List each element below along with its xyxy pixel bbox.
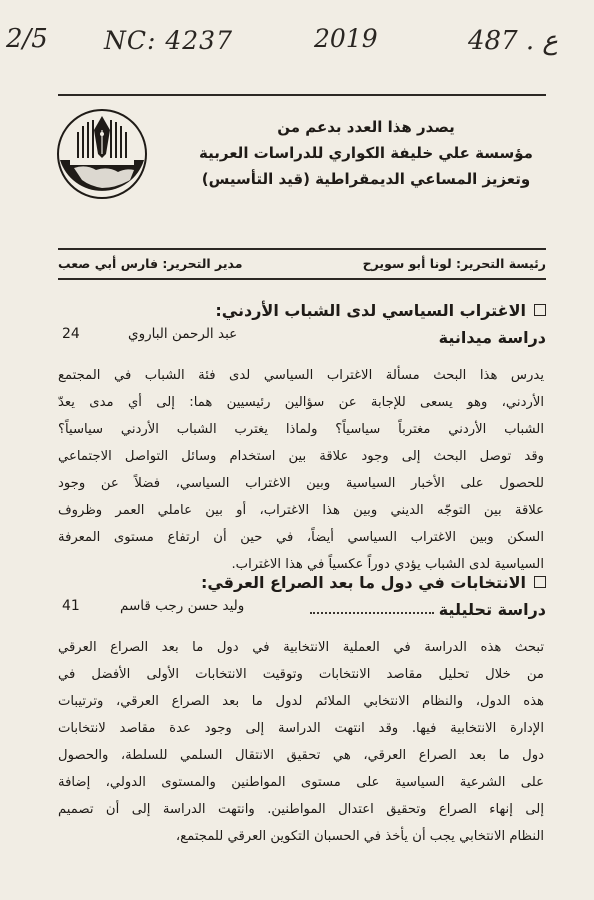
article-title[interactable]: الاغتراب السياسي لدى الشباب الأردني: <box>215 300 526 320</box>
abstract-line: إلى إنهاء الصراع وتحقيق اعتدال المواطنين. وانتهت الدراسة إلى أن تصميم <box>58 802 544 817</box>
handwritten-reference: 487 . ع <box>468 26 558 56</box>
abstract-line: النظام الانتخابي يجب أن يأخذ في الحسبان التكوين العرقي للمجتمع، <box>175 829 544 844</box>
middle-divider <box>58 248 546 250</box>
article-author: عبد الرحمن الباروي <box>128 326 238 342</box>
bottom-divider <box>58 278 546 280</box>
article-type: دراسة تحليلية <box>438 600 546 619</box>
abstract-line: السكن وبين الاغتراب السياسي أيضاً، في حين أن ارتفاع مستوى المعرفة <box>58 530 544 545</box>
handwritten-catalog: NC: 4237 <box>104 26 233 55</box>
checkbox-icon <box>534 304 546 316</box>
foundation-logo-icon <box>56 108 148 200</box>
article-type: دراسة ميدانية <box>438 328 546 347</box>
handwritten-fraction: 2/5 <box>6 24 48 54</box>
dot-leader <box>310 604 434 614</box>
abstract-line: الأردني، وهو يسعى للإجابة عن سؤالين رئيسيين هما: إلى أي مدى يعدّ <box>58 395 544 410</box>
sponsor-line-2: مؤسسة علي خليفة الكواري للدراسات العربية <box>199 144 533 162</box>
article-author: وليد حسن رجب قاسم <box>120 598 245 614</box>
sponsor-line-1: يصدر هذا العدد بدعم من <box>277 118 455 136</box>
abstract-line: الشباب الأردني مغترباً سياسياً؟ ولماذا يغترب الشباب الأردني سياسياً؟ <box>58 422 544 437</box>
article-page-number[interactable]: 24 <box>62 326 80 342</box>
article-entry <box>58 570 546 850</box>
abstract-line: وقد توصل البحث إلى وجود علاقة بين استخدام وسائل التواصل الاجتماعي <box>58 449 544 464</box>
abstract-line: من خلال تحليل مقاصد الانتخابات وتوقيت الانتخابات الأولى الأفضل في <box>58 667 544 682</box>
article-abstract <box>58 634 546 850</box>
abstract-line: هذه الدول، والنظام الانتخابي الملائم لدول ما بعد الصراع العرقي، وترتيبات <box>58 694 544 709</box>
abstract-line: علاقة بين التوجّه الديني وبين هذا الاغتراب، أو بين عاملي العمر وظروف <box>58 503 544 518</box>
abstract-line: تبحث هذه الدراسة في العملية الانتخابية في دول ما بعد الصراع العرقي <box>58 640 544 655</box>
sponsor-line-3: وتعزيز المساعي الديمقراطية (قيد التأسيس) <box>201 170 531 188</box>
checkbox-icon <box>534 576 546 588</box>
abstract-line: للحصول على الأخبار السياسية وبين الاغتراب السياسي، فضلاً عن وجود <box>58 476 544 491</box>
article-meta <box>58 598 546 626</box>
handwritten-annotations <box>0 14 594 66</box>
article-header[interactable] <box>58 570 546 594</box>
abstract-line: يدرس هذا البحث مسألة الاغتراب السياسي لدى فئة الشباب في المجتمع <box>58 368 544 383</box>
article-abstract <box>58 362 546 578</box>
abstract-line: على الشرعية السياسية على مستوى المواطنين والمستوى الدولي، إضافة <box>58 775 544 790</box>
abstract-line: الإدارة الانتخابية فيها. وقد انتهت الدراسة إلى وجود عدة مقاصد لانتخابات <box>58 721 544 736</box>
abstract-line: دول ما بعد الصراع العرقي، هي تحقيق الانتقال السلمي للسلطة، والحصول <box>58 748 544 763</box>
article-title[interactable]: الانتخابات في دول ما بعد الصراع العرقي: <box>200 572 526 592</box>
sponsor-block <box>186 114 546 192</box>
foundation-logo-svg <box>56 108 148 200</box>
article-meta <box>58 326 546 354</box>
top-divider <box>58 94 546 96</box>
handwritten-year: 2019 <box>314 24 378 53</box>
abstract-line: السياسية لدى الشباب يؤدي دوراً عكسياً في هذا الاغتراب. <box>231 557 544 572</box>
article-entry <box>58 298 546 578</box>
article-page-number[interactable]: 41 <box>62 598 80 614</box>
editor-in-chief: رئيسة التحرير: لونا أبو سويرح <box>362 256 546 271</box>
article-header[interactable] <box>58 298 546 322</box>
managing-editor: مدير التحرير: فارس أبي صعب <box>58 256 243 271</box>
editors-row <box>58 254 546 276</box>
